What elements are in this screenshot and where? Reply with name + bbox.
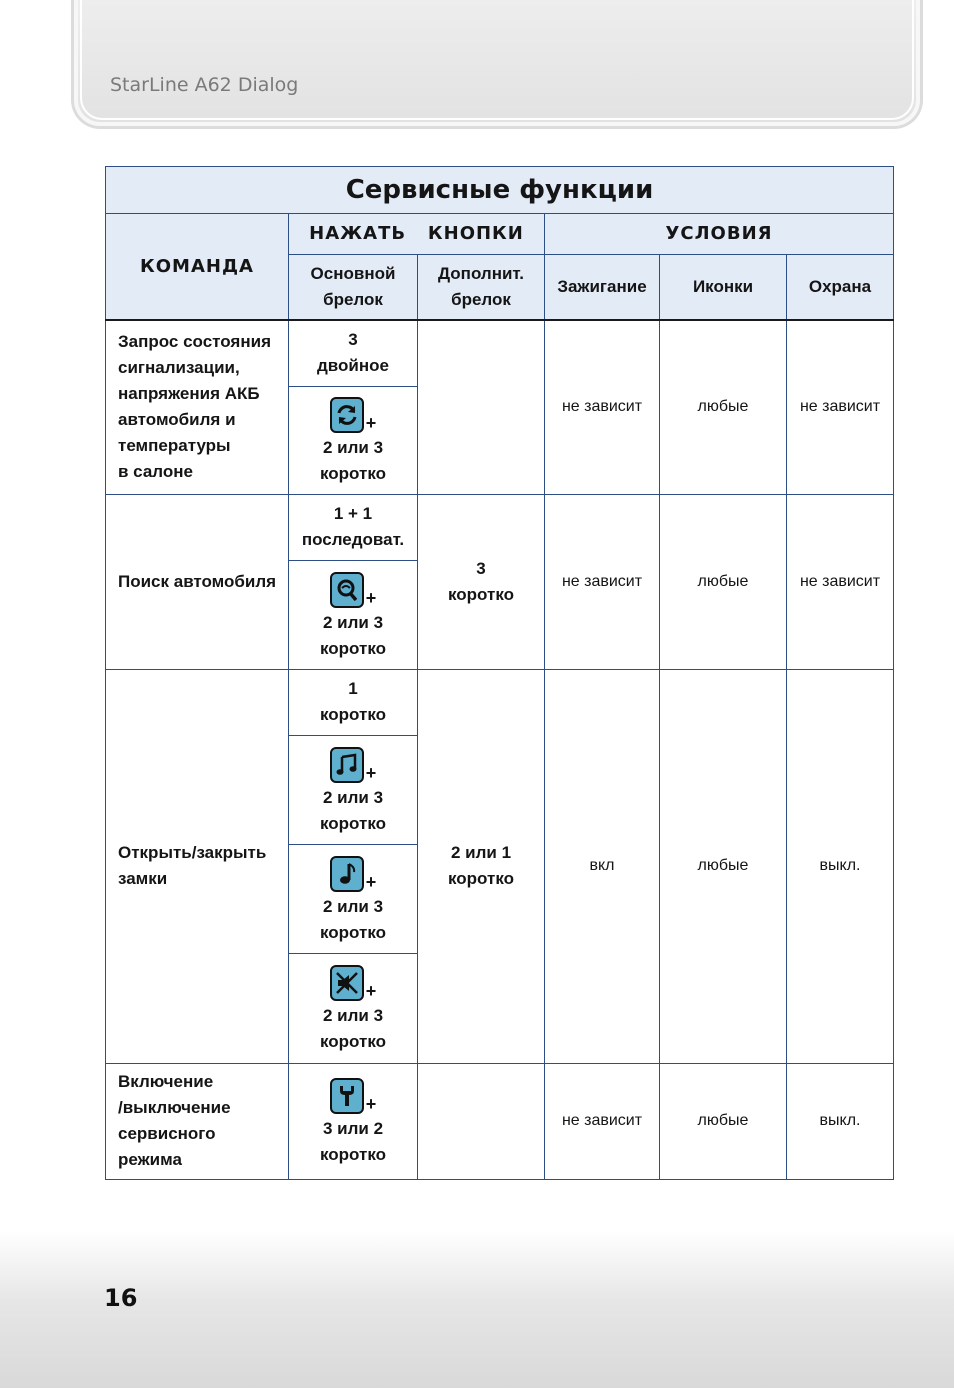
ignition-condition: не зависит [545,1063,660,1179]
main-fob-action [289,953,418,1063]
plus-sign: + [365,1094,377,1114]
guard-condition: выкл. [787,669,894,1063]
plus-sign: + [365,587,377,608]
page-number: 16 [104,1284,138,1312]
press-type: коротко [319,638,386,658]
service-functions-table [105,166,894,1180]
command-line: температуры [118,436,231,456]
command-line: режима [118,1150,182,1169]
document-title: StarLine A62 Dialog [110,74,299,96]
ignition-condition: вкл [545,669,660,1063]
guard-condition: не зависит [787,494,894,669]
column-guard: Охрана [787,255,894,321]
extra-fob-line1: Дополнит. [437,264,524,283]
ignition-condition: не зависит [545,320,660,494]
search-car-icon [330,572,364,608]
main-fob-action [289,669,418,735]
table-title: Сервисные функции [106,167,894,214]
command-line: напряжения АКБ [118,384,260,404]
press-count: 1 [348,679,358,698]
command-line: Включение [118,1072,214,1091]
plus-sign: + [365,762,377,783]
double-note-icon [330,747,364,783]
main-fob-line2: брелок [323,290,383,309]
command-service-mode [106,1063,289,1179]
press-type: коротко [319,705,386,724]
main-fob-action [289,735,418,844]
press-type: коротко [319,1032,386,1051]
press-count: 3 [348,330,358,350]
wrench-icon [330,1078,364,1114]
refresh-icon [330,397,364,433]
press-type: коротко [447,869,514,888]
ignition-condition: не зависит [545,494,660,669]
command-status-request [106,320,289,494]
press-count: 3 или 2 [322,1119,384,1138]
main-fob-line1: Основной [310,264,396,283]
guard-condition: не зависит [787,320,894,494]
press-count: 2 или 3 [322,787,384,807]
icons-condition: любые [660,494,787,669]
press-count: 2 или 3 [322,1006,384,1025]
press-type: коротко [447,584,514,604]
column-command: КОМАНДА [106,214,289,321]
command-line: сигнализации, [118,358,240,378]
column-icons: Иконки [660,255,787,321]
column-main-fob [289,255,418,321]
press-count: 1 + 1 [333,504,373,523]
extra-fob-action [418,1063,545,1179]
command-line: Открыть/закрыть [118,843,267,862]
main-fob-action [289,1063,418,1179]
extra-fob-action [418,320,545,494]
main-fob-action [289,320,418,386]
main-fob-action [289,494,418,560]
press-count: 3 [476,558,486,578]
plus-sign: + [365,871,377,892]
plus-sign: + [365,413,377,433]
main-fob-action [289,844,418,953]
press-type: коротко [319,464,386,483]
press-count: 2 или 3 [322,896,384,916]
command-line: Поиск автомобиля [118,571,277,591]
extra-fob-action [418,494,545,669]
command-line: Запрос состояния [118,332,271,352]
group-press-buttons: НАЖАТЬ КНОПКИ [289,214,545,255]
column-extra-fob [418,255,545,321]
press-count: 2 или 3 [322,438,384,457]
press-type: двойное [317,356,389,376]
header-band [74,0,920,126]
command-find-car [106,494,289,669]
main-fob-action [289,560,418,669]
press-count: 2 или 1 [450,843,512,862]
footer-band [0,1230,954,1388]
extra-fob-action [418,669,545,1063]
command-lock-unlock [106,669,289,1063]
command-line: автомобиля и [118,410,236,430]
extra-fob-line2: брелок [451,290,511,309]
command-line: /выключение [118,1098,231,1117]
icons-condition: любые [660,320,787,494]
column-ignition: Зажигание [545,255,660,321]
command-line: замки [118,869,168,888]
press-type: коротко [319,1145,386,1164]
icons-condition: любые [660,669,787,1063]
plus-sign: + [365,981,377,1001]
icons-condition: любые [660,1063,787,1179]
single-note-icon [330,856,364,892]
command-line: в салоне [118,462,193,482]
command-line: сервисного [118,1124,216,1143]
press-type: последоват. [301,530,405,549]
main-fob-action [289,386,418,494]
mute-icon [330,965,364,1001]
group-conditions: УСЛОВИЯ [545,214,894,255]
press-type: коротко [319,813,386,833]
press-count: 2 или 3 [322,612,384,632]
guard-condition: выкл. [787,1063,894,1179]
press-type: коротко [319,922,386,942]
